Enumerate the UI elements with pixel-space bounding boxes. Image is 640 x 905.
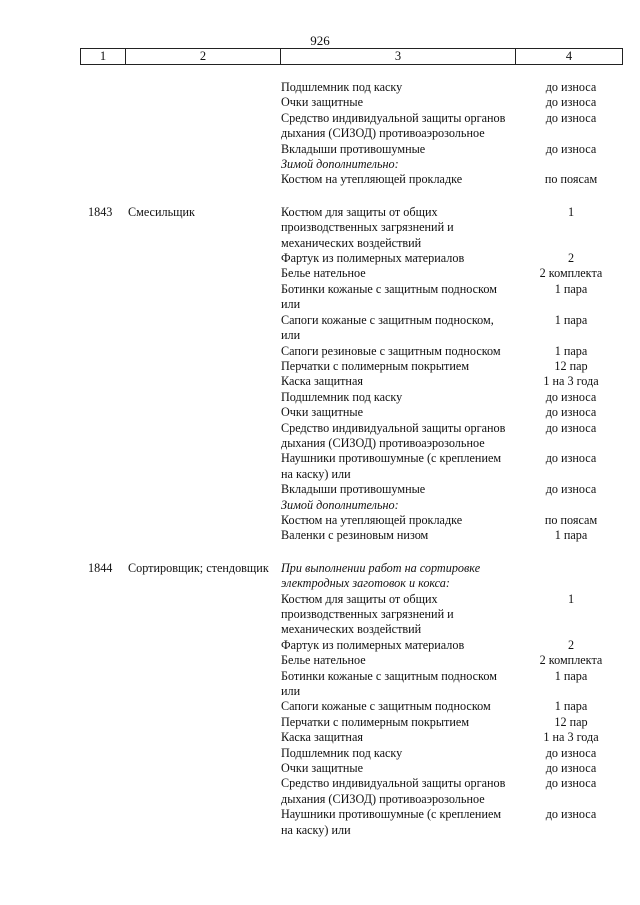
ppe-item-name: Фартук из полимерных материалов bbox=[281, 637, 465, 652]
ppe-item-name: Каска защитная bbox=[281, 730, 363, 745]
ppe-item-row bbox=[0, 251, 640, 266]
ppe-item-quantity: 1 пара bbox=[554, 528, 588, 543]
ppe-item-row bbox=[0, 142, 640, 157]
ppe-item-row bbox=[0, 482, 640, 497]
ppe-item-quantity: до износа bbox=[545, 807, 597, 822]
ppe-item-quantity: по поясам bbox=[544, 512, 598, 527]
ppe-item-quantity: 1 bbox=[567, 204, 575, 219]
ppe-item-row bbox=[0, 111, 640, 142]
ppe-item-row bbox=[0, 282, 640, 313]
ppe-item-row bbox=[0, 498, 640, 513]
ppe-item-name: Вкладыши противошумные bbox=[281, 482, 426, 497]
ppe-item-name: Костюм на утепляющей прокладке bbox=[281, 512, 463, 527]
ppe-item-name: Средство индивидуальной защиты органов дыхания (СИЗОД) противоаэрозольное bbox=[281, 420, 506, 450]
ppe-item-quantity: 2 bbox=[567, 251, 575, 266]
ppe-item-quantity: до износа bbox=[545, 745, 597, 760]
profession-entry bbox=[0, 205, 640, 544]
column-header-2: 2 bbox=[126, 49, 281, 65]
ppe-item-row bbox=[0, 653, 640, 668]
ppe-item-name: Очки защитные bbox=[281, 761, 363, 776]
ppe-item-row bbox=[0, 715, 640, 730]
ppe-item-name: Костюм для защиты от общих производственных загрязнений и механических воздействий bbox=[281, 591, 454, 637]
ppe-item-name: Перчатки с полимерным покрытием bbox=[281, 714, 470, 729]
ppe-item-name: Подшлемник под каску bbox=[281, 389, 403, 404]
ppe-item-quantity: 2 комплекта bbox=[539, 653, 603, 668]
ppe-item-name: Костюм для защиты от общих производственных загрязнений и механических воздействий bbox=[281, 204, 454, 250]
ppe-item-row bbox=[0, 746, 640, 761]
ppe-item-quantity: 12 пар bbox=[554, 358, 588, 373]
ppe-item-quantity: 1 на 3 года bbox=[543, 730, 599, 745]
ppe-item-row bbox=[0, 405, 640, 420]
column-header-4: 4 bbox=[516, 49, 623, 65]
page-number: 926 bbox=[310, 33, 330, 48]
ppe-item-quantity: 2 комплекта bbox=[539, 266, 603, 281]
entry-number: 1844 bbox=[88, 560, 113, 575]
ppe-item-name: Сапоги кожаные с защитным подноском bbox=[281, 699, 491, 714]
ppe-item-quantity: 12 пар bbox=[554, 714, 588, 729]
profession-name: Смесильщик bbox=[128, 204, 195, 219]
ppe-item-quantity: по поясам bbox=[544, 172, 598, 187]
ppe-item-quantity: до износа bbox=[545, 95, 597, 110]
ppe-item-row bbox=[0, 528, 640, 543]
ppe-item-row bbox=[0, 374, 640, 389]
ppe-item-name: Подшлемник под каску bbox=[281, 80, 403, 94]
ppe-item-row bbox=[0, 359, 640, 374]
condition-note: При выполнении работ на сортировке электродных заготовок и кокса: bbox=[281, 560, 481, 591]
ppe-item-name: Средство индивидуальной защиты органов дыхания (СИЗОД) противоаэрозольное bbox=[281, 110, 506, 141]
ppe-item-name: Наушники противошумные (с креплением на каску) или bbox=[281, 807, 502, 837]
ppe-item-quantity: 1 bbox=[567, 591, 575, 606]
ppe-item-row bbox=[0, 80, 640, 95]
ppe-item-quantity: до износа bbox=[545, 482, 597, 497]
ppe-item-quantity: до износа bbox=[545, 141, 597, 156]
ppe-item-quantity: 2 bbox=[567, 637, 575, 652]
ppe-item-row bbox=[0, 807, 640, 838]
ppe-item-name: Белье нательное bbox=[281, 266, 366, 281]
ppe-item-quantity: до износа bbox=[545, 405, 597, 420]
ppe-item-row bbox=[0, 390, 640, 405]
ppe-item-quantity: до износа bbox=[545, 110, 597, 125]
ppe-item-row bbox=[0, 669, 640, 700]
column-header-row bbox=[81, 49, 623, 65]
ppe-item-row bbox=[0, 344, 640, 359]
ppe-item-row bbox=[0, 157, 640, 172]
ppe-item-row bbox=[0, 313, 640, 344]
ppe-item-quantity: 1 пара bbox=[554, 668, 588, 683]
ppe-item-quantity: 1 пара bbox=[554, 699, 588, 714]
ppe-item-quantity: до износа bbox=[545, 776, 597, 791]
ppe-item-name: Белье нательное bbox=[281, 653, 366, 668]
ppe-item-row bbox=[0, 513, 640, 528]
ppe-item-name: Подшлемник под каску bbox=[281, 745, 403, 760]
ppe-item-quantity: до износа bbox=[545, 80, 597, 94]
ppe-item-row bbox=[0, 451, 640, 482]
ppe-item-quantity bbox=[516, 498, 626, 513]
column-header-1: 1 bbox=[81, 49, 126, 65]
ppe-item-name: Сапоги резиновые с защитным подноском bbox=[281, 343, 501, 358]
ppe-item-quantity bbox=[516, 157, 626, 172]
ppe-item-row bbox=[0, 761, 640, 776]
ppe-item-name: Ботинки кожаные с защитным подноском или bbox=[281, 281, 497, 312]
ppe-item-name: Средство индивидуальной защиты органов дыхания (СИЗОД) противоаэрозольное bbox=[281, 776, 506, 806]
profession-name: Сортировщик; стендовщик bbox=[128, 560, 269, 575]
ppe-item-quantity: 1 пара bbox=[554, 312, 588, 327]
ppe-item-row bbox=[0, 776, 640, 807]
condition-note: Зимой дополнительно: bbox=[281, 157, 399, 172]
ppe-item-name: Фартук из полимерных материалов bbox=[281, 251, 465, 266]
ppe-item-name: Костюм на утепляющей прокладке bbox=[281, 172, 463, 187]
ppe-item-name: Валенки с резиновым низом bbox=[281, 528, 429, 543]
ppe-item-row bbox=[0, 95, 640, 110]
ppe-item-row bbox=[0, 172, 640, 187]
ppe-item-name: Перчатки с полимерным покрытием bbox=[281, 358, 470, 373]
ppe-item-row bbox=[0, 699, 640, 714]
ppe-item-name: Очки защитные bbox=[281, 95, 363, 110]
profession-entry bbox=[0, 80, 640, 188]
condition-note: Зимой дополнительно: bbox=[281, 497, 399, 512]
norms-table-body bbox=[0, 80, 640, 838]
ppe-item-quantity: до износа bbox=[545, 451, 597, 466]
column-header-table bbox=[80, 48, 623, 65]
ppe-item-quantity: до износа bbox=[545, 389, 597, 404]
ppe-item-quantity: 1 пара bbox=[554, 343, 588, 358]
ppe-item-row bbox=[0, 266, 640, 281]
ppe-item-quantity: до износа bbox=[545, 761, 597, 776]
ppe-item-row bbox=[0, 638, 640, 653]
ppe-item-quantity bbox=[516, 561, 626, 592]
ppe-item-name: Сапоги кожаные с защитным подноском, или bbox=[281, 312, 494, 343]
ppe-item-row bbox=[0, 592, 640, 638]
profession-entry bbox=[0, 561, 640, 838]
column-header-3: 3 bbox=[281, 49, 516, 65]
ppe-item-row bbox=[0, 730, 640, 745]
ppe-item-name: Вкладыши противошумные bbox=[281, 141, 426, 156]
ppe-item-name: Каска защитная bbox=[281, 374, 363, 389]
ppe-item-quantity: до износа bbox=[545, 420, 597, 435]
ppe-item-quantity: 1 на 3 года bbox=[543, 374, 599, 389]
ppe-item-name: Ботинки кожаные с защитным подноском или bbox=[281, 668, 497, 699]
ppe-item-name: Наушники противошумные (с креплением на каску) или bbox=[281, 451, 502, 481]
ppe-item-row bbox=[0, 421, 640, 452]
ppe-item-quantity: 1 пара bbox=[554, 281, 588, 296]
ppe-item-name: Очки защитные bbox=[281, 405, 363, 420]
entry-number: 1843 bbox=[88, 204, 113, 219]
